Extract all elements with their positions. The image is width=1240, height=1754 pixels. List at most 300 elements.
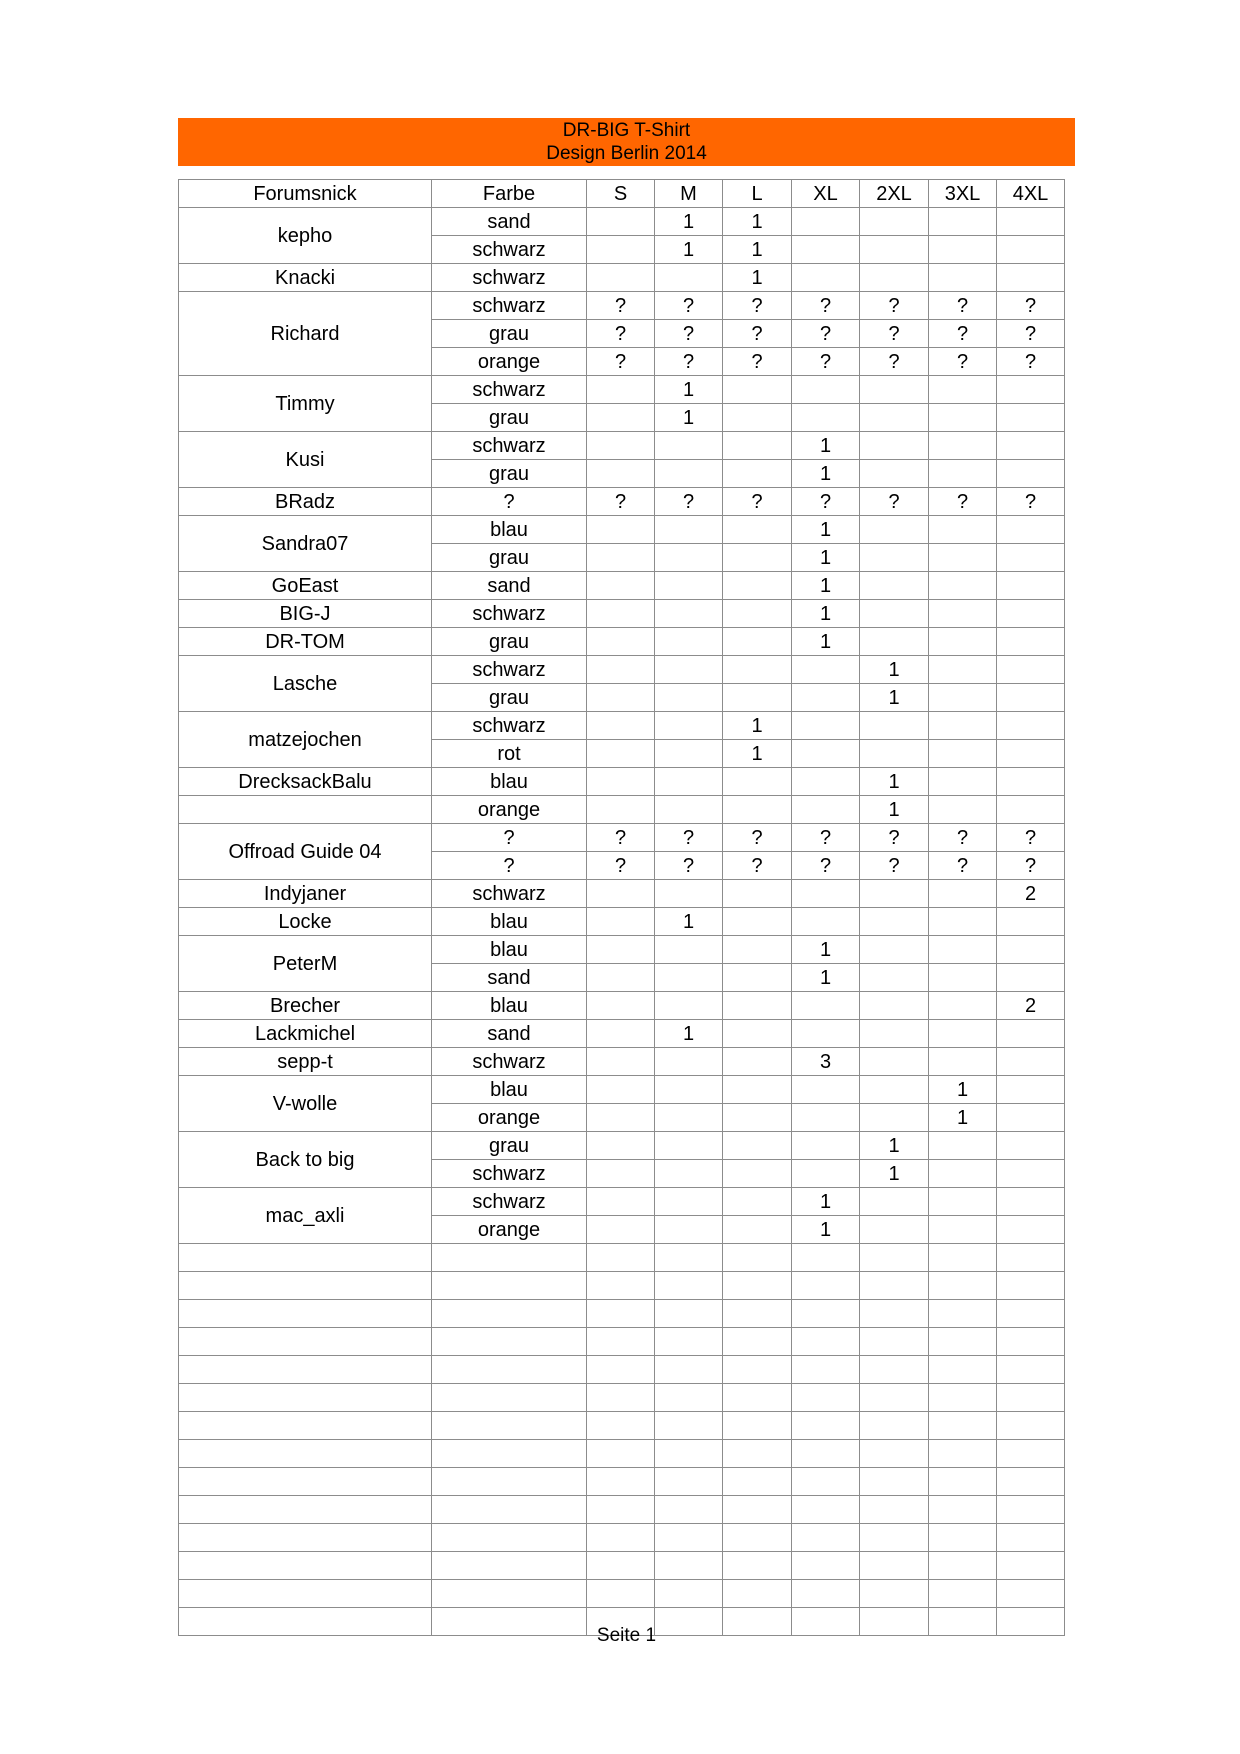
farbe-cell: grau — [432, 544, 587, 572]
empty-cell — [929, 1580, 997, 1608]
size-cell: ? — [997, 320, 1065, 348]
size-cell: 1 — [929, 1104, 997, 1132]
size-cell: 1 — [655, 208, 723, 236]
size-cell: 1 — [792, 460, 860, 488]
empty-cell — [723, 1272, 792, 1300]
size-cell: ? — [997, 488, 1065, 516]
forumsnick-cell: Back to big — [179, 1132, 432, 1188]
size-cell — [655, 964, 723, 992]
empty-cell — [929, 1328, 997, 1356]
size-cell — [655, 1132, 723, 1160]
column-header: S — [587, 180, 655, 208]
size-cell — [929, 516, 997, 544]
empty-row — [179, 1244, 1065, 1272]
empty-cell — [929, 1356, 997, 1384]
farbe-cell: orange — [432, 348, 587, 376]
size-cell — [723, 1188, 792, 1216]
size-cell — [655, 1104, 723, 1132]
empty-cell — [792, 1272, 860, 1300]
table-row — [179, 488, 1065, 516]
size-cell — [587, 1104, 655, 1132]
table-row — [179, 1048, 1065, 1076]
size-cell: ? — [723, 348, 792, 376]
size-cell — [929, 908, 997, 936]
forumsnick-cell: Locke — [179, 908, 432, 936]
empty-cell — [792, 1328, 860, 1356]
size-cell: 1 — [929, 1076, 997, 1104]
table-row — [179, 572, 1065, 600]
empty-cell — [997, 1524, 1065, 1552]
size-cell — [792, 908, 860, 936]
farbe-cell: blau — [432, 516, 587, 544]
size-cell — [792, 684, 860, 712]
size-cell — [929, 1048, 997, 1076]
forumsnick-cell: Brecher — [179, 992, 432, 1020]
size-cell: ? — [860, 488, 929, 516]
empty-cell — [179, 1272, 432, 1300]
size-cell — [860, 1076, 929, 1104]
size-cell — [792, 992, 860, 1020]
size-cell: ? — [792, 488, 860, 516]
empty-cell — [723, 1552, 792, 1580]
empty-cell — [723, 1496, 792, 1524]
empty-cell — [723, 1524, 792, 1552]
column-header: L — [723, 180, 792, 208]
farbe-cell: blau — [432, 908, 587, 936]
size-cell — [860, 208, 929, 236]
size-cell: ? — [929, 348, 997, 376]
size-cell — [587, 516, 655, 544]
empty-cell — [179, 1580, 432, 1608]
empty-cell — [432, 1356, 587, 1384]
table-row — [179, 824, 1065, 852]
size-cell — [997, 796, 1065, 824]
size-cell — [723, 1104, 792, 1132]
size-cell — [587, 880, 655, 908]
empty-cell — [655, 1356, 723, 1384]
forumsnick-cell: V-wolle — [179, 1076, 432, 1132]
size-cell — [997, 460, 1065, 488]
size-cell — [587, 544, 655, 572]
size-cell — [723, 880, 792, 908]
size-cell — [792, 1132, 860, 1160]
size-cell: 2 — [997, 880, 1065, 908]
empty-cell — [792, 1440, 860, 1468]
farbe-cell: schwarz — [432, 1048, 587, 1076]
size-cell — [860, 908, 929, 936]
size-cell: ? — [929, 488, 997, 516]
empty-cell — [929, 1384, 997, 1412]
size-cell: ? — [655, 292, 723, 320]
size-cell — [723, 600, 792, 628]
size-cell — [929, 1020, 997, 1048]
size-cell — [997, 628, 1065, 656]
size-cell — [587, 1160, 655, 1188]
column-header: 4XL — [997, 180, 1065, 208]
size-cell: 1 — [655, 908, 723, 936]
column-header: XL — [792, 180, 860, 208]
empty-cell — [860, 1272, 929, 1300]
empty-cell — [179, 1552, 432, 1580]
empty-cell — [179, 1384, 432, 1412]
size-cell — [929, 236, 997, 264]
size-cell — [929, 796, 997, 824]
size-cell — [655, 992, 723, 1020]
empty-cell — [929, 1244, 997, 1272]
empty-cell — [860, 1580, 929, 1608]
empty-cell — [929, 1412, 997, 1440]
size-cell — [655, 1188, 723, 1216]
size-cell: ? — [997, 824, 1065, 852]
empty-cell — [587, 1328, 655, 1356]
size-cell: 1 — [860, 768, 929, 796]
table-row — [179, 908, 1065, 936]
table-row — [179, 628, 1065, 656]
farbe-cell: schwarz — [432, 880, 587, 908]
table-row — [179, 1132, 1065, 1160]
farbe-cell: schwarz — [432, 712, 587, 740]
empty-cell — [997, 1328, 1065, 1356]
size-cell — [723, 1160, 792, 1188]
size-cell — [929, 992, 997, 1020]
size-cell — [587, 796, 655, 824]
size-cell: ? — [997, 348, 1065, 376]
farbe-cell: sand — [432, 572, 587, 600]
empty-cell — [997, 1244, 1065, 1272]
size-cell — [655, 684, 723, 712]
empty-cell — [655, 1328, 723, 1356]
size-cell — [929, 572, 997, 600]
empty-cell — [587, 1580, 655, 1608]
forumsnick-cell: Offroad Guide 04 — [179, 824, 432, 880]
size-cell — [860, 628, 929, 656]
empty-cell — [432, 1496, 587, 1524]
empty-cell — [792, 1580, 860, 1608]
farbe-cell: schwarz — [432, 1188, 587, 1216]
size-cell: ? — [723, 320, 792, 348]
farbe-cell: orange — [432, 1104, 587, 1132]
empty-cell — [792, 1356, 860, 1384]
empty-cell — [929, 1272, 997, 1300]
size-cell — [655, 712, 723, 740]
size-cell: 1 — [792, 628, 860, 656]
empty-cell — [587, 1440, 655, 1468]
size-cell: ? — [860, 320, 929, 348]
table-row — [179, 600, 1065, 628]
size-cell — [997, 1160, 1065, 1188]
size-cell — [860, 1104, 929, 1132]
size-cell — [997, 768, 1065, 796]
size-cell — [655, 460, 723, 488]
size-cell — [792, 1104, 860, 1132]
size-cell — [792, 236, 860, 264]
farbe-cell: schwarz — [432, 376, 587, 404]
column-header: Forumsnick — [179, 180, 432, 208]
size-cell — [929, 208, 997, 236]
table-row — [179, 768, 1065, 796]
forumsnick-cell: sepp-t — [179, 1048, 432, 1076]
empty-row — [179, 1384, 1065, 1412]
empty-cell — [655, 1496, 723, 1524]
empty-cell — [860, 1356, 929, 1384]
size-cell: ? — [929, 824, 997, 852]
size-cell — [929, 376, 997, 404]
size-cell — [587, 964, 655, 992]
size-cell — [860, 404, 929, 432]
forumsnick-cell: BIG-J — [179, 600, 432, 628]
empty-cell — [860, 1412, 929, 1440]
empty-cell — [655, 1300, 723, 1328]
column-header: 3XL — [929, 180, 997, 208]
empty-cell — [792, 1244, 860, 1272]
size-cell — [860, 600, 929, 628]
size-cell — [997, 1076, 1065, 1104]
size-cell: ? — [723, 292, 792, 320]
empty-cell — [432, 1272, 587, 1300]
size-cell — [997, 656, 1065, 684]
size-cell — [587, 460, 655, 488]
empty-cell — [792, 1552, 860, 1580]
empty-cell — [432, 1244, 587, 1272]
table-row — [179, 432, 1065, 460]
size-cell: ? — [929, 852, 997, 880]
size-cell: ? — [587, 292, 655, 320]
empty-cell — [432, 1468, 587, 1496]
size-cell — [929, 880, 997, 908]
size-cell — [792, 1160, 860, 1188]
size-cell — [860, 432, 929, 460]
forumsnick-cell — [179, 796, 432, 824]
size-cell — [587, 1076, 655, 1104]
empty-cell — [655, 1412, 723, 1440]
size-cell: 1 — [860, 1160, 929, 1188]
empty-row — [179, 1412, 1065, 1440]
size-cell — [587, 1132, 655, 1160]
empty-cell — [997, 1552, 1065, 1580]
farbe-cell: grau — [432, 460, 587, 488]
size-cell — [723, 516, 792, 544]
size-cell — [997, 908, 1065, 936]
size-cell — [587, 404, 655, 432]
table-row — [179, 208, 1065, 236]
size-cell — [587, 1020, 655, 1048]
empty-cell — [655, 1244, 723, 1272]
size-cell — [587, 376, 655, 404]
farbe-cell: ? — [432, 488, 587, 516]
size-cell: ? — [655, 488, 723, 516]
farbe-cell: grau — [432, 684, 587, 712]
farbe-cell: blau — [432, 1076, 587, 1104]
size-cell — [792, 768, 860, 796]
size-cell — [655, 432, 723, 460]
empty-cell — [997, 1300, 1065, 1328]
size-cell — [860, 1188, 929, 1216]
size-cell: ? — [860, 852, 929, 880]
size-cell — [792, 376, 860, 404]
empty-row — [179, 1552, 1065, 1580]
empty-cell — [929, 1300, 997, 1328]
empty-cell — [179, 1356, 432, 1384]
farbe-cell: schwarz — [432, 236, 587, 264]
size-cell — [655, 880, 723, 908]
size-cell — [792, 264, 860, 292]
empty-cell — [432, 1328, 587, 1356]
size-cell — [587, 656, 655, 684]
empty-cell — [997, 1412, 1065, 1440]
size-cell — [929, 712, 997, 740]
table-row — [179, 880, 1065, 908]
size-cell — [723, 460, 792, 488]
empty-cell — [587, 1300, 655, 1328]
size-cell — [655, 516, 723, 544]
empty-cell — [997, 1496, 1065, 1524]
empty-row — [179, 1468, 1065, 1496]
size-cell — [655, 1048, 723, 1076]
forumsnick-cell: Kusi — [179, 432, 432, 488]
empty-cell — [587, 1468, 655, 1496]
size-cell — [655, 796, 723, 824]
size-cell: 1 — [723, 740, 792, 768]
size-cell — [792, 740, 860, 768]
size-cell — [929, 1132, 997, 1160]
empty-cell — [655, 1552, 723, 1580]
header-row — [179, 180, 1065, 208]
empty-cell — [655, 1524, 723, 1552]
size-cell: ? — [792, 348, 860, 376]
empty-row — [179, 1356, 1065, 1384]
size-cell — [860, 1048, 929, 1076]
size-cell — [587, 1216, 655, 1244]
table-row — [179, 516, 1065, 544]
size-cell — [723, 376, 792, 404]
empty-row — [179, 1580, 1065, 1608]
farbe-cell: rot — [432, 740, 587, 768]
empty-cell — [860, 1552, 929, 1580]
size-cell: ? — [655, 348, 723, 376]
size-cell — [723, 1076, 792, 1104]
size-cell — [792, 796, 860, 824]
size-cell — [792, 1020, 860, 1048]
size-cell — [997, 964, 1065, 992]
farbe-cell: schwarz — [432, 292, 587, 320]
empty-cell — [432, 1524, 587, 1552]
size-cell: 1 — [655, 1020, 723, 1048]
size-cell — [929, 1160, 997, 1188]
size-cell: 1 — [792, 1216, 860, 1244]
column-header: M — [655, 180, 723, 208]
size-cell — [655, 264, 723, 292]
size-cell: 1 — [655, 376, 723, 404]
empty-cell — [179, 1328, 432, 1356]
table-row — [179, 992, 1065, 1020]
size-cell: ? — [587, 852, 655, 880]
size-cell — [792, 656, 860, 684]
size-cell — [997, 544, 1065, 572]
empty-cell — [587, 1412, 655, 1440]
order-table — [178, 179, 1065, 1636]
size-cell — [997, 600, 1065, 628]
size-cell: ? — [997, 852, 1065, 880]
size-cell — [655, 1076, 723, 1104]
size-cell: 1 — [723, 236, 792, 264]
size-cell — [860, 740, 929, 768]
empty-cell — [723, 1468, 792, 1496]
empty-cell — [655, 1440, 723, 1468]
size-cell: ? — [792, 852, 860, 880]
size-cell — [723, 656, 792, 684]
size-cell — [997, 1216, 1065, 1244]
size-cell: 1 — [792, 600, 860, 628]
size-cell — [997, 1048, 1065, 1076]
size-cell: ? — [860, 348, 929, 376]
farbe-cell: ? — [432, 824, 587, 852]
size-cell — [723, 628, 792, 656]
empty-cell — [723, 1300, 792, 1328]
size-cell — [997, 1020, 1065, 1048]
size-cell — [929, 264, 997, 292]
empty-cell — [860, 1244, 929, 1272]
empty-cell — [860, 1524, 929, 1552]
size-cell — [723, 992, 792, 1020]
size-cell: ? — [587, 320, 655, 348]
size-cell — [655, 600, 723, 628]
size-cell: 1 — [860, 684, 929, 712]
empty-cell — [792, 1524, 860, 1552]
size-cell: ? — [929, 320, 997, 348]
size-cell — [929, 768, 997, 796]
size-cell — [997, 208, 1065, 236]
size-cell: ? — [997, 292, 1065, 320]
size-cell — [587, 740, 655, 768]
table-row — [179, 1076, 1065, 1104]
size-cell: 1 — [655, 236, 723, 264]
table-row — [179, 712, 1065, 740]
size-cell — [587, 600, 655, 628]
size-cell — [929, 1216, 997, 1244]
empty-cell — [792, 1412, 860, 1440]
empty-cell — [587, 1356, 655, 1384]
empty-cell — [432, 1412, 587, 1440]
empty-cell — [929, 1496, 997, 1524]
size-cell: ? — [655, 320, 723, 348]
forumsnick-cell: Indyjaner — [179, 880, 432, 908]
empty-cell — [997, 1272, 1065, 1300]
size-cell: ? — [860, 292, 929, 320]
forumsnick-cell: Timmy — [179, 376, 432, 432]
size-cell: ? — [655, 824, 723, 852]
empty-row — [179, 1496, 1065, 1524]
empty-cell — [929, 1552, 997, 1580]
size-cell — [929, 460, 997, 488]
size-cell — [997, 572, 1065, 600]
farbe-cell: orange — [432, 796, 587, 824]
size-cell — [860, 516, 929, 544]
size-cell: ? — [655, 852, 723, 880]
table-row — [179, 936, 1065, 964]
size-cell — [997, 740, 1065, 768]
size-cell — [860, 936, 929, 964]
farbe-cell: orange — [432, 1216, 587, 1244]
empty-cell — [997, 1440, 1065, 1468]
size-cell — [792, 880, 860, 908]
size-cell — [860, 544, 929, 572]
empty-cell — [432, 1552, 587, 1580]
empty-row — [179, 1272, 1065, 1300]
empty-cell — [997, 1356, 1065, 1384]
empty-cell — [997, 1468, 1065, 1496]
size-cell — [929, 600, 997, 628]
table-row — [179, 656, 1065, 684]
